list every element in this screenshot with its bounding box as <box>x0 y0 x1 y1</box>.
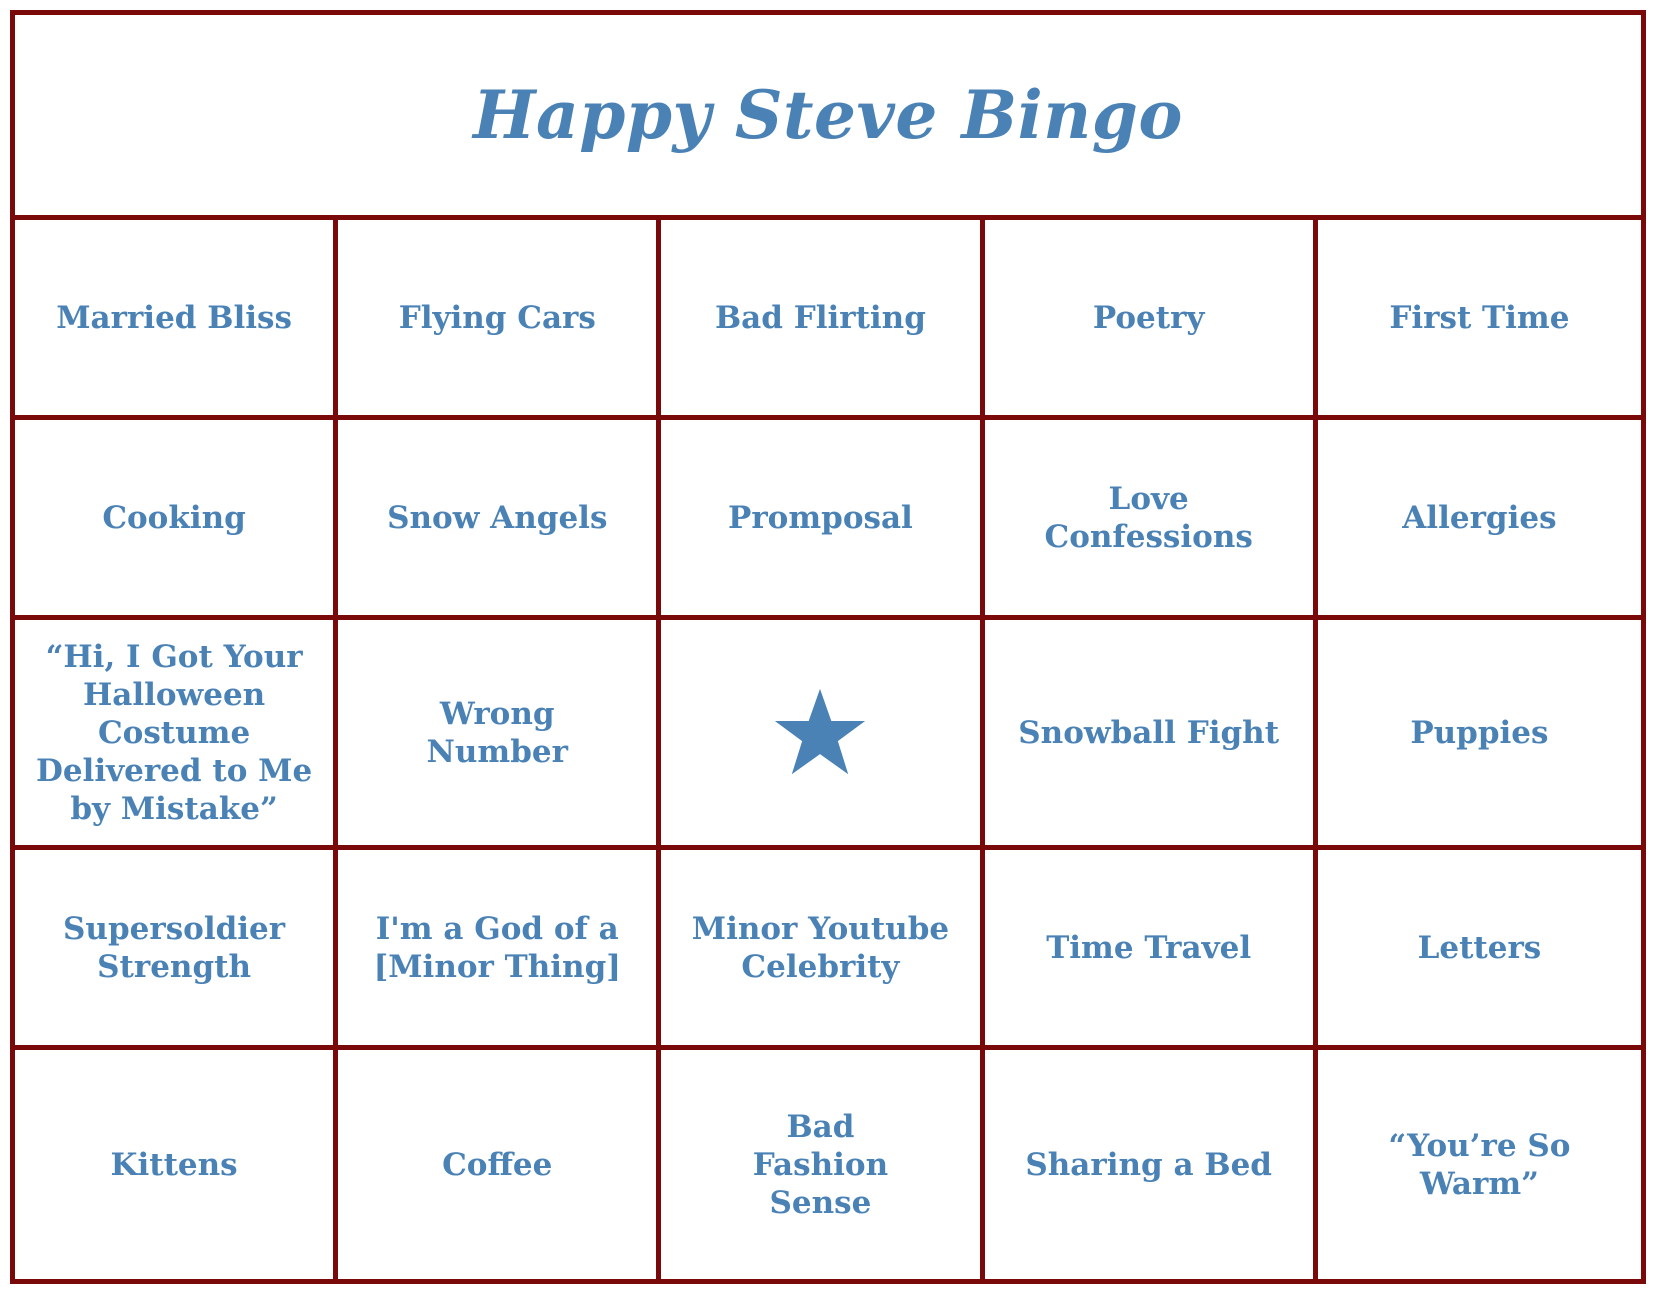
bingo-cell[interactable]: Cooking <box>15 420 338 620</box>
bingo-cell[interactable]: Minor Youtube Celebrity <box>661 850 984 1050</box>
bingo-cell[interactable]: Poetry <box>985 220 1318 420</box>
bingo-cell[interactable]: Coffee <box>338 1050 661 1279</box>
star-icon <box>772 685 868 781</box>
bingo-cell[interactable]: I'm a God of a [Minor Thing] <box>338 850 661 1050</box>
bingo-cell[interactable]: Supersoldier Strength <box>15 850 338 1050</box>
bingo-cell[interactable]: “You’re So Warm” <box>1388 1127 1571 1202</box>
bingo-cell[interactable]: Promposal <box>661 420 984 620</box>
page-title: Happy Steve Bingo <box>473 76 1183 154</box>
bingo-cell[interactable]: “Hi, I Got Your Halloween Costume Delivered to Me by Mistake” <box>15 620 338 850</box>
bingo-cell[interactable]: Puppies <box>1318 620 1641 850</box>
bingo-cell[interactable]: Bad Flirting <box>661 220 984 420</box>
bingo-cell[interactable]: Time Travel <box>985 850 1318 1050</box>
bingo-cell[interactable]: Sharing a Bed <box>985 1050 1318 1279</box>
bingo-cell[interactable]: Love Confessions <box>985 420 1318 620</box>
bingo-cell[interactable]: Letters <box>1318 850 1641 1050</box>
bingo-cell[interactable]: Snowball Fight <box>985 620 1318 850</box>
bingo-cell[interactable]: Flying Cars <box>338 220 661 420</box>
bingo-board <box>10 10 1646 1284</box>
title-row <box>15 15 1641 220</box>
bingo-cell[interactable]: Snow Angels <box>338 420 661 620</box>
bingo-cell[interactable]: Married Bliss <box>15 220 338 420</box>
bingo-grid <box>15 220 1641 1279</box>
bingo-cell[interactable]: Allergies <box>1318 420 1641 620</box>
bingo-cell[interactable]: Bad Fashion Sense <box>661 1050 984 1279</box>
bingo-cell[interactable]: Wrong Number <box>338 620 661 850</box>
free-space-cell[interactable] <box>661 620 984 850</box>
bingo-cell[interactable]: First Time <box>1318 220 1641 420</box>
bingo-cell[interactable]: Kittens <box>15 1050 338 1279</box>
